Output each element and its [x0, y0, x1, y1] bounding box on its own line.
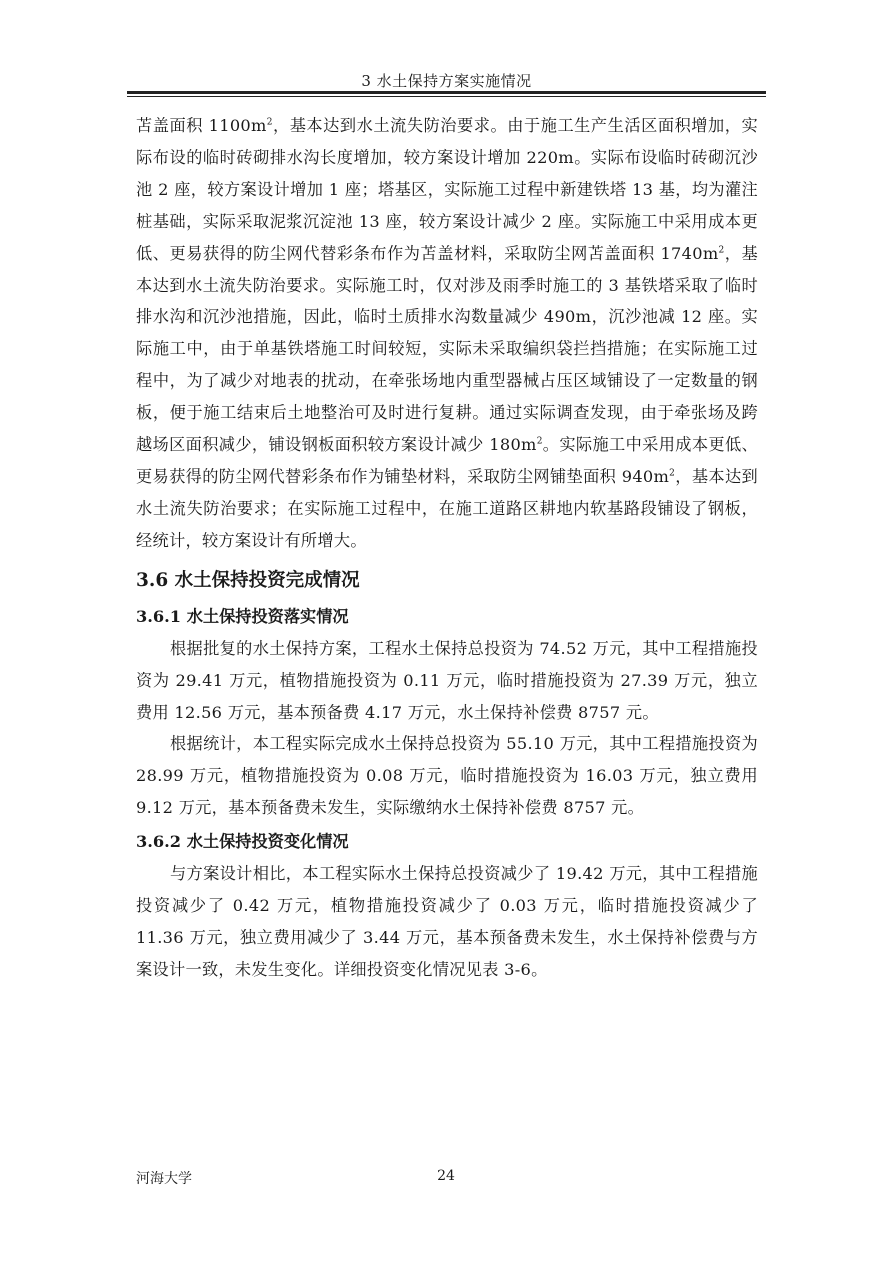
paragraph-actual-investment: 根据统计，本工程实际完成水土保持总投资为 55.10 万元，其中工程措施投资为 28.99 万元，植物措施投资为 0.08 万元，临时措施投资为 16.03 万元，独立费用 9.12 万元，基本预备费未发生，实际缴纳水土保持补偿费 8757 元。 — [136, 734, 758, 818]
superscript-2: 2 — [669, 468, 676, 479]
paragraph-investment-change: 与方案设计相比，本工程实际水土保持总投资减少了 19.42 万元，其中工程措施投资减少了 0.42 万元，植物措施投资减少了 0.03 万元，临时措施投资减少了 11.36 万元，独立费用减少了 3.44 万元，基本预备费未发生，水土保持补偿费与方案设计一致，未发生变化。详细投资变化情况见表 3-6。 — [136, 864, 758, 979]
header-title: 3 水土保持方案实施情况 — [361, 72, 532, 90]
para1-part-a: 苫盖面积 1100m — [136, 116, 267, 135]
para1-part-e: ，基本达到水土流失防治要求；在实际施工过程中，在施工道路区耕地内软基路段铺设了钢板，经统计，较方案设计有所增大。 — [136, 466, 758, 550]
superscript-2: 2 — [266, 117, 273, 128]
para1-part-b: ，基本达到水土流失防治要求。由于施工生产生活区面积增加，实际布设的临时砖砌排水沟长度增加，较方案设计增加 220m。实际布设临时砖砌沉沙池 2 座，较方案设计增加 1 座；塔基区，实际施工过程中新建铁塔 13 基，均为灌注桩基础，实际采取泥浆沉淀池 13 座，较方案设计减少 2 座。实际施工中采用成本更低、更易获得的防尘网代替彩条布作为苫盖材料，采取防尘网苫盖面积 1740m — [136, 116, 758, 263]
header-rule-thick — [127, 91, 766, 94]
paragraph-approved-investment: 根据批复的水土保持方案，工程水土保持总投资为 74.52 万元，其中工程措施投资为 29.41 万元，植物措施投资为 0.11 万元，临时措施投资为 27.39 万元，独立费用 12.56 万元，基本预备费 4.17 万元，水土保持补偿费 8757 元。 — [136, 638, 758, 722]
footer-page-number: 24 — [437, 1168, 455, 1184]
section-heading-3-6-1: 3.6.1 水土保持投资落实情况 — [136, 606, 349, 626]
footer-institution: 河海大学 — [136, 1171, 192, 1187]
para1-part-d: 。实际施工中采用成本更低、更易获得的防尘网代替彩条布作为铺垫材料，采取防尘网铺垫面积 940m — [136, 435, 758, 486]
section-heading-3-6-2: 3.6.2 水土保持投资变化情况 — [136, 832, 349, 852]
paragraph-measures — [136, 110, 758, 557]
para1-part-c: ，基本达到水土流失防治要求。实际施工时，仅对涉及雨季时施工的 3 基铁塔采取了临时排水沟和沉沙池措施，因此，临时土质排水沟数量减少 490m，沉沙池减 12 座。实际施工中，由于单基铁塔施工时间较短，实际未采取编织袋拦挡措施；在实际施工过程中，为了减少对地表的扰动，在牵张场地内重型器械占压区域铺设了一定数量的钢板，便于施工结束后土地整治可及时进行复耕。通过实际调查发现，由于牵张场及跨越场区面积减少，铺设钢板面积较方案设计减少 180m — [136, 243, 758, 455]
page-content — [136, 110, 758, 986]
header-rule-thin — [127, 96, 766, 97]
section-heading-3-6: 3.6 水土保持投资完成情况 — [136, 569, 360, 591]
page-header — [127, 62, 766, 98]
superscript-2: 2 — [718, 245, 725, 256]
superscript-2: 2 — [536, 436, 543, 447]
